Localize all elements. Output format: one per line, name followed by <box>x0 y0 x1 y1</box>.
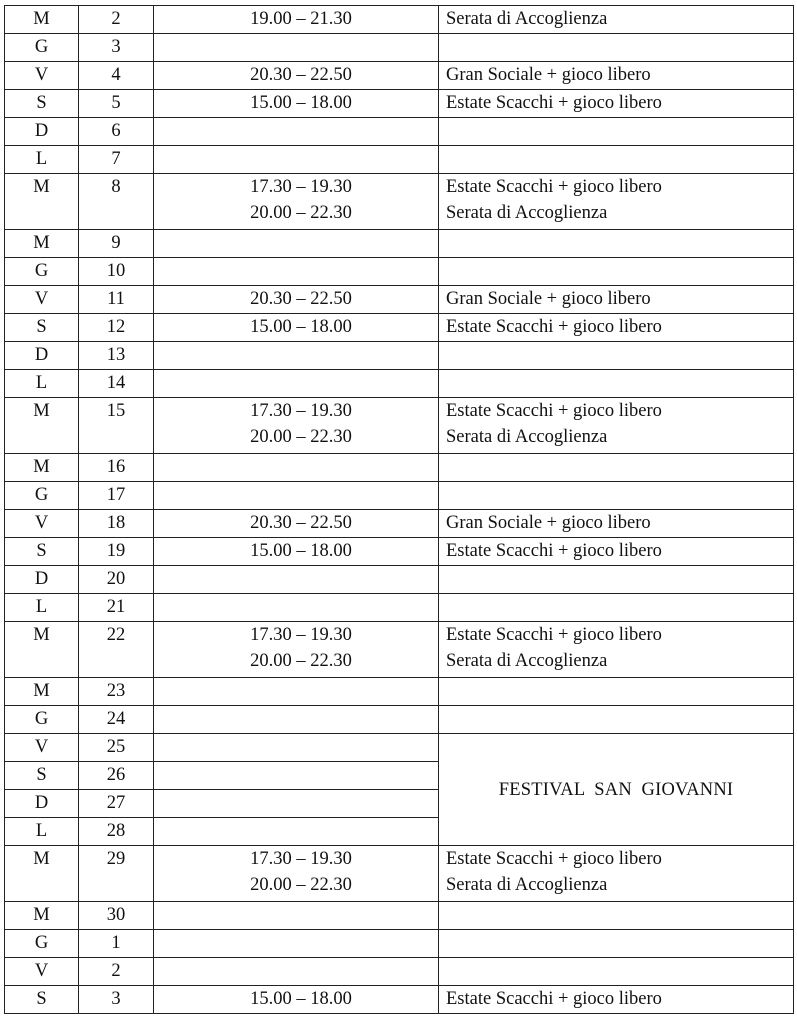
date-cell: 17 <box>79 482 154 510</box>
activity-cell <box>439 566 794 594</box>
date-cell: 21 <box>79 594 154 622</box>
activity-label: Estate Scacchi + gioco libero <box>446 177 662 197</box>
weekday-cell: S <box>5 538 79 566</box>
time-cell <box>154 370 439 398</box>
time-range: 15.00 – 18.00 <box>250 93 352 113</box>
time-cell <box>154 566 439 594</box>
weekday-cell: S <box>5 90 79 118</box>
time-cell <box>154 594 439 622</box>
time-cell <box>154 930 439 958</box>
activity-cell <box>439 146 794 174</box>
schedule-row <box>5 678 794 706</box>
weekday-cell: D <box>5 342 79 370</box>
activity-cell <box>439 398 794 454</box>
date-cell: 12 <box>79 314 154 342</box>
schedule-row <box>5 6 794 34</box>
activity-cell <box>439 174 794 230</box>
date-cell: 3 <box>79 34 154 62</box>
weekday-cell: S <box>5 314 79 342</box>
date-cell: 5 <box>79 90 154 118</box>
date-cell: 2 <box>79 958 154 986</box>
activity-cell <box>439 342 794 370</box>
schedule-row <box>5 510 794 538</box>
time-range: 20.00 – 22.30 <box>250 203 352 223</box>
date-cell: 3 <box>79 986 154 1014</box>
time-cell <box>154 286 439 314</box>
schedule-row <box>5 342 794 370</box>
activity-cell <box>439 846 794 902</box>
date-cell: 2 <box>79 6 154 34</box>
activity-cell <box>439 258 794 286</box>
date-cell: 30 <box>79 902 154 930</box>
date-cell: 15 <box>79 398 154 454</box>
weekday-cell: G <box>5 34 79 62</box>
date-cell: 7 <box>79 146 154 174</box>
time-cell <box>154 90 439 118</box>
time-cell <box>154 118 439 146</box>
activity-label: Estate Scacchi + gioco libero <box>446 541 662 561</box>
activity-cell <box>439 370 794 398</box>
weekday-cell: V <box>5 286 79 314</box>
weekday-cell: S <box>5 986 79 1014</box>
schedule-row <box>5 594 794 622</box>
date-cell: 28 <box>79 818 154 846</box>
weekday-cell: M <box>5 6 79 34</box>
time-cell <box>154 678 439 706</box>
weekday-cell: L <box>5 594 79 622</box>
date-cell: 6 <box>79 118 154 146</box>
activity-cell <box>439 594 794 622</box>
schedule-row <box>5 314 794 342</box>
time-cell <box>154 174 439 230</box>
time-cell <box>154 398 439 454</box>
weekday-cell: M <box>5 230 79 258</box>
time-cell <box>154 538 439 566</box>
time-range: 17.30 – 19.30 <box>250 177 352 197</box>
schedule-row <box>5 454 794 482</box>
time-cell <box>154 986 439 1014</box>
activity-label: Gran Sociale + gioco libero <box>446 513 651 533</box>
time-range: 20.00 – 22.30 <box>250 875 352 895</box>
activity-label: Serata di Accoglienza <box>446 651 608 671</box>
date-cell: 8 <box>79 174 154 230</box>
schedule-row <box>5 90 794 118</box>
time-cell <box>154 314 439 342</box>
time-cell <box>154 790 439 818</box>
activity-cell <box>439 622 794 678</box>
weekday-cell: M <box>5 846 79 902</box>
schedule-row <box>5 902 794 930</box>
schedule-row <box>5 482 794 510</box>
weekday-cell: S <box>5 762 79 790</box>
time-cell <box>154 958 439 986</box>
date-cell: 20 <box>79 566 154 594</box>
activity-cell <box>439 314 794 342</box>
activity-label: Estate Scacchi + gioco libero <box>446 93 662 113</box>
weekday-cell: V <box>5 958 79 986</box>
weekday-cell: L <box>5 818 79 846</box>
schedule-row <box>5 146 794 174</box>
activity-label: Estate Scacchi + gioco libero <box>446 989 662 1009</box>
time-range: 19.00 – 21.30 <box>250 9 352 29</box>
schedule-row <box>5 62 794 90</box>
schedule-row <box>5 34 794 62</box>
activity-cell <box>439 706 794 734</box>
festival-cell <box>439 734 794 846</box>
weekday-cell: G <box>5 258 79 286</box>
schedule-table <box>4 5 794 1014</box>
date-cell: 9 <box>79 230 154 258</box>
date-cell: 27 <box>79 790 154 818</box>
date-cell: 16 <box>79 454 154 482</box>
schedule-row <box>5 566 794 594</box>
date-cell: 14 <box>79 370 154 398</box>
time-cell <box>154 62 439 90</box>
time-cell <box>154 34 439 62</box>
activity-label: Serata di Accoglienza <box>446 427 608 447</box>
date-cell: 4 <box>79 62 154 90</box>
activity-cell <box>439 902 794 930</box>
activity-cell <box>439 958 794 986</box>
activity-label: Serata di Accoglienza <box>446 9 608 29</box>
time-range: 17.30 – 19.30 <box>250 849 352 869</box>
schedule-row <box>5 258 794 286</box>
weekday-cell: G <box>5 706 79 734</box>
weekday-cell: G <box>5 482 79 510</box>
time-cell <box>154 762 439 790</box>
weekday-cell: L <box>5 370 79 398</box>
time-range: 20.30 – 22.50 <box>250 513 352 533</box>
time-cell <box>154 482 439 510</box>
activity-label: Serata di Accoglienza <box>446 875 608 895</box>
date-cell: 1 <box>79 930 154 958</box>
date-cell: 23 <box>79 678 154 706</box>
date-cell: 24 <box>79 706 154 734</box>
activity-cell <box>439 986 794 1014</box>
time-range: 15.00 – 18.00 <box>250 317 352 337</box>
schedule-row <box>5 370 794 398</box>
weekday-cell: M <box>5 678 79 706</box>
activity-cell <box>439 118 794 146</box>
weekday-cell: D <box>5 790 79 818</box>
time-range: 17.30 – 19.30 <box>250 401 352 421</box>
time-cell <box>154 230 439 258</box>
weekday-cell: L <box>5 146 79 174</box>
weekday-cell: D <box>5 566 79 594</box>
activity-cell <box>439 6 794 34</box>
weekday-cell: M <box>5 622 79 678</box>
time-cell <box>154 622 439 678</box>
schedule-row <box>5 930 794 958</box>
time-range: 20.00 – 22.30 <box>250 427 352 447</box>
time-cell <box>154 342 439 370</box>
schedule-row <box>5 706 794 734</box>
activity-label: Estate Scacchi + gioco libero <box>446 849 662 869</box>
schedule-row <box>5 958 794 986</box>
activity-cell <box>439 230 794 258</box>
activity-cell <box>439 930 794 958</box>
date-cell: 18 <box>79 510 154 538</box>
schedule-row <box>5 398 794 454</box>
schedule-row <box>5 846 794 902</box>
schedule-row <box>5 230 794 258</box>
time-cell <box>154 6 439 34</box>
date-cell: 10 <box>79 258 154 286</box>
time-range: 20.00 – 22.30 <box>250 651 352 671</box>
activity-cell <box>439 34 794 62</box>
activity-cell <box>439 286 794 314</box>
date-cell: 13 <box>79 342 154 370</box>
time-cell <box>154 510 439 538</box>
activity-cell <box>439 678 794 706</box>
date-cell: 26 <box>79 762 154 790</box>
time-cell <box>154 258 439 286</box>
time-cell <box>154 706 439 734</box>
time-range: 17.30 – 19.30 <box>250 625 352 645</box>
schedule-row <box>5 286 794 314</box>
time-cell <box>154 146 439 174</box>
date-cell: 11 <box>79 286 154 314</box>
date-cell: 19 <box>79 538 154 566</box>
activity-label: Estate Scacchi + gioco libero <box>446 401 662 421</box>
activity-cell <box>439 510 794 538</box>
schedule-row <box>5 538 794 566</box>
weekday-cell: V <box>5 510 79 538</box>
festival-label: FESTIVAL SAN GIOVANNI <box>498 779 734 800</box>
activity-cell <box>439 482 794 510</box>
activity-cell <box>439 538 794 566</box>
activity-label: Gran Sociale + gioco libero <box>446 289 651 309</box>
schedule-row <box>5 734 794 762</box>
activity-label: Estate Scacchi + gioco libero <box>446 625 662 645</box>
schedule-row <box>5 622 794 678</box>
activity-label: Gran Sociale + gioco libero <box>446 65 651 85</box>
time-range: 20.30 – 22.50 <box>250 289 352 309</box>
time-range: 15.00 – 18.00 <box>250 541 352 561</box>
time-cell <box>154 818 439 846</box>
activity-cell <box>439 90 794 118</box>
time-range: 15.00 – 18.00 <box>250 989 352 1009</box>
date-cell: 22 <box>79 622 154 678</box>
weekday-cell: M <box>5 902 79 930</box>
weekday-cell: M <box>5 454 79 482</box>
schedule-row <box>5 118 794 146</box>
schedule-row <box>5 174 794 230</box>
weekday-cell: G <box>5 930 79 958</box>
weekday-cell: M <box>5 398 79 454</box>
weekday-cell: V <box>5 62 79 90</box>
weekday-cell: D <box>5 118 79 146</box>
weekday-cell: V <box>5 734 79 762</box>
schedule-row <box>5 986 794 1014</box>
date-cell: 29 <box>79 846 154 902</box>
time-range: 20.30 – 22.50 <box>250 65 352 85</box>
date-cell: 25 <box>79 734 154 762</box>
time-cell <box>154 902 439 930</box>
schedule-body <box>5 6 794 1014</box>
weekday-cell: M <box>5 174 79 230</box>
activity-label: Serata di Accoglienza <box>446 203 608 223</box>
activity-cell <box>439 454 794 482</box>
activity-label: Estate Scacchi + gioco libero <box>446 317 662 337</box>
time-cell <box>154 734 439 762</box>
time-cell <box>154 454 439 482</box>
activity-cell <box>439 62 794 90</box>
time-cell <box>154 846 439 902</box>
